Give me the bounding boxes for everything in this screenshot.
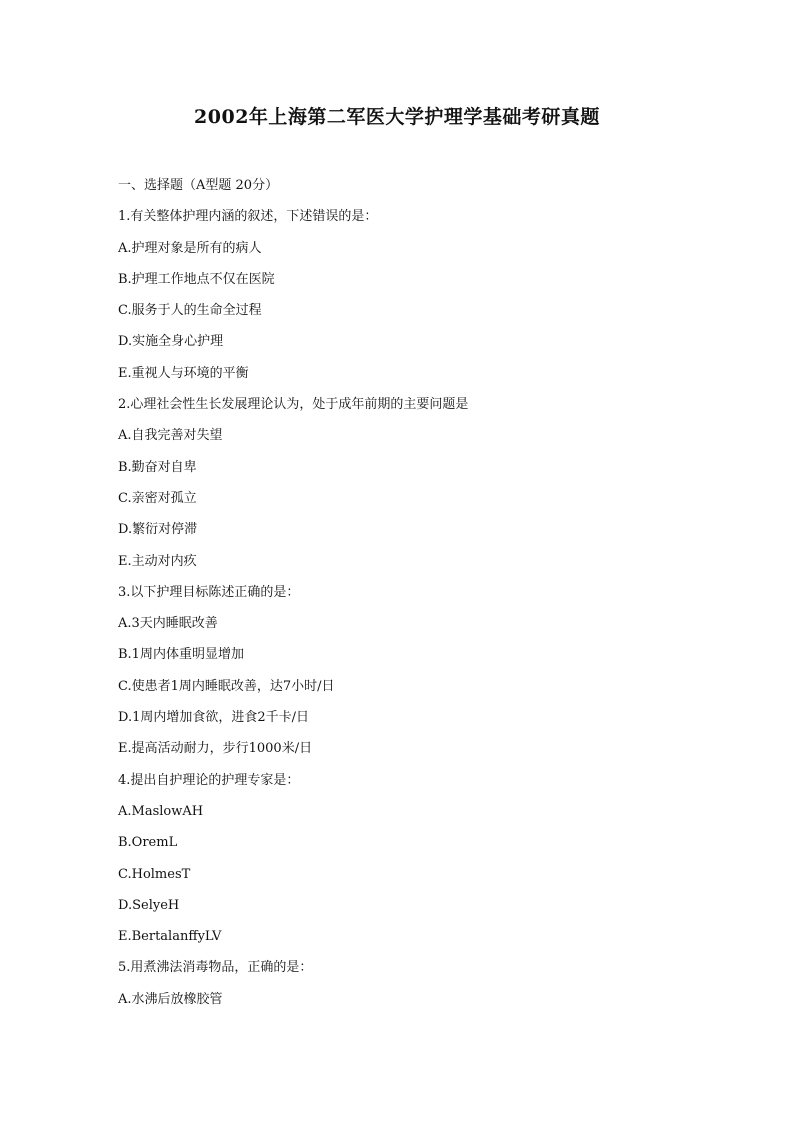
question-3-option-b: B.1周内体重明显增加 bbox=[118, 647, 244, 663]
question-2: 2.心理社会性生长发展理论认为，处于成年前期的主要问题是 bbox=[118, 397, 469, 413]
question-1-option-a: A.护理对象是所有的病人 bbox=[118, 240, 262, 256]
question-1-option-c: C.服务于人的生命全过程 bbox=[118, 303, 262, 319]
question-4-option-b: B.OremL bbox=[118, 835, 178, 851]
question-4-option-d: D.SelyeH bbox=[118, 897, 180, 913]
question-3-option-a: A.3天内睡眠改善 bbox=[118, 616, 218, 632]
question-1-option-d: D.实施全身心护理 bbox=[118, 334, 224, 350]
document-title: 2002年上海第二军医大学护理学基础考研真题 bbox=[194, 106, 600, 128]
section-heading: 一、选择题（A型题 20分） bbox=[118, 178, 279, 193]
question-4-option-a: A.MaslowAH bbox=[118, 803, 204, 819]
question-4-option-e: E.BertalanffyLV bbox=[118, 929, 222, 945]
question-5-option-a: A.水沸后放橡胶管 bbox=[118, 991, 223, 1007]
question-3-option-e: E.提高活动耐力，步行1000米/日 bbox=[118, 741, 313, 757]
question-3-option-d: D.1周内增加食欲，进食2千卡/日 bbox=[118, 710, 310, 726]
question-1-option-e: E.重视人与环境的平衡 bbox=[118, 365, 249, 381]
question-4: 4.提出自护理论的护理专家是： bbox=[118, 772, 300, 788]
question-2-option-e: E.主动对内疚 bbox=[118, 553, 197, 569]
question-2-option-b: B.勤奋对自卑 bbox=[118, 459, 197, 475]
question-4-option-c: C.HolmesT bbox=[118, 866, 191, 882]
question-5: 5.用煮沸法消毒物品，正确的是： bbox=[118, 960, 313, 976]
question-2-option-d: D.繁衍对停滞 bbox=[118, 522, 198, 538]
question-2-option-a: A.自我完善对失望 bbox=[118, 428, 223, 444]
question-1-option-b: B.护理工作地点不仅在医院 bbox=[118, 271, 275, 287]
question-3-option-c: C.使患者1周内睡眠改善，达7小时/日 bbox=[118, 678, 335, 694]
question-2-option-c: C.亲密对孤立 bbox=[118, 490, 197, 506]
question-3: 3.以下护理目标陈述正确的是： bbox=[118, 584, 300, 600]
document-body bbox=[118, 176, 718, 1021]
question-1: 1.有关整体护理内涵的叙述，下述错误的是： bbox=[118, 209, 378, 225]
